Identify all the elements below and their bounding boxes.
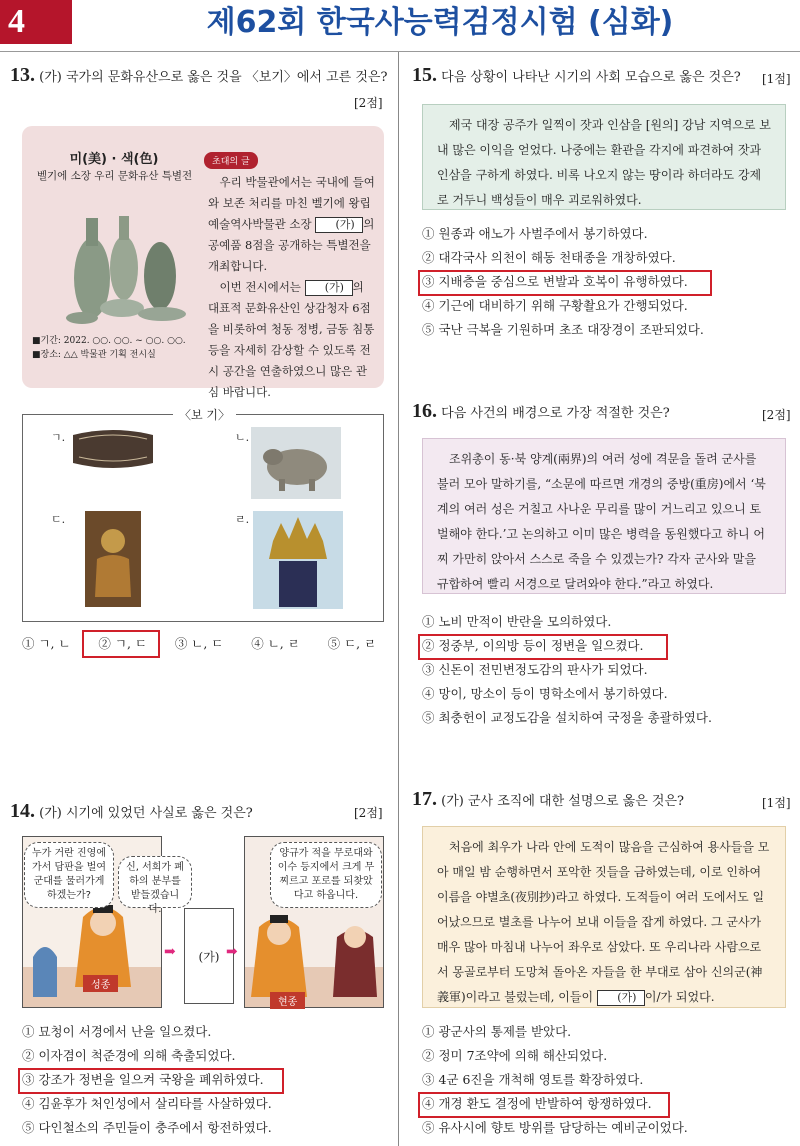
- q15-option-5[interactable]: ⑤ 국난 극복을 기원하며 초조 대장경이 조판되었다.: [422, 322, 704, 337]
- stone-animal-image: [251, 427, 341, 499]
- exhibition-subtitle: 벨기에 소장 우리 문화유산 특별전: [36, 170, 193, 182]
- q15-option-2[interactable]: ② 대각국사 의천이 해동 천태종을 개창하였다.: [422, 250, 676, 265]
- q13-option-5[interactable]: ⑤ ㄷ, ㄹ: [327, 636, 377, 651]
- header-divider: [0, 51, 800, 52]
- q16-options: [422, 610, 712, 730]
- bogi-label: 〈보 기〉: [173, 406, 236, 423]
- exhibition-period: ■기간: 2022. ○○. ○○. ~ ○○. ○○.: [32, 336, 186, 346]
- answer-highlight: [418, 270, 712, 296]
- q17-passage-a: 처음에 최우가 나라 안에 도적이 많음을 근심하여 용사들을 모아 매일 밤 순행하면서 포악한 짓들을 금하였는데, 이로 인하여 이름을 야별초(夜別抄)라고 하였다. 도적들이 여러 도에서도 일어났으므로 별초를 나누어 보내 이들을 잡게 하였다. 그 군사가 매우 많아 마침내 나누어 좌우로 삼았다. 또 우리나라 사람으로서 몽골로부터 도망쳐 돌아온 자들을 한 부대로 삼아 신의군(神義軍)이라고 불렀는데, 이들이: [437, 840, 770, 1004]
- q15-passage: [422, 104, 786, 210]
- q17-option-3[interactable]: ③ 4군 6진을 개척해 영토를 확장하였다.: [422, 1072, 644, 1087]
- answer-highlight: [418, 1092, 670, 1118]
- q16-prompt: 다음 사건의 배경으로 가장 적절한 것은?: [441, 406, 670, 421]
- q16-passage-text: 조위총이 동·북 양계(兩界)의 여러 성에 격문을 돌려 군사를 불러 모아 말하기를, “소문에 따르면 개경의 중방(重房)에서 ‘북계의 여러 성은 거칠고 사나운 무리를 많이 거느리고 있으니 토벌해야 한다.’고 논의하고 이미 많은 병력을 동원했다고 하니 어찌 가만히 앉아서 스스로 죽을 수 있겠는가? 각자 군사와 말을 규합하여 빨리 서경으로 달려와야 한다.”라고 하였다.: [437, 452, 766, 591]
- page-number: 4: [0, 0, 72, 44]
- invite-badge: 초대의 글: [204, 152, 258, 169]
- king-name-tag: 성종: [83, 975, 118, 992]
- q15-option-1[interactable]: ① 원종과 애노가 사벌주에서 봉기하였다.: [422, 226, 648, 241]
- q13-points: [2점]: [354, 96, 383, 110]
- q13-number: 13.: [10, 64, 35, 86]
- q14-points: [2점]: [354, 806, 383, 820]
- q14-option-3[interactable]: ③ 강조가 정변을 일으켜 국왕을 폐위하였다.: [22, 1072, 264, 1087]
- q15-prompt: 다음 상황이 나타난 시기의 사회 모습으로 옳은 것은?: [441, 70, 741, 85]
- ga-label: (가): [198, 949, 220, 964]
- speech-bubble: 양규가 적을 무로대와 이수 등지에서 크게 무찌르고 포로를 되찾았다고 하옵니다.: [270, 842, 382, 908]
- q17-number: 17.: [412, 788, 437, 810]
- speech-bubble: 신, 서희가 폐하의 분부를 받들겠습니다.: [118, 856, 192, 908]
- q17-passage-b: 이/가 되었다.: [644, 990, 715, 1004]
- q13-header: [10, 66, 387, 87]
- ga-box: (가): [315, 217, 363, 233]
- q17-option-5[interactable]: ⑤ 유사시에 향토 방위를 담당하는 예비군이었다.: [422, 1120, 688, 1135]
- q16-passage: [422, 438, 786, 594]
- q14-option-4[interactable]: ④ 김윤후가 처인성에서 살리타를 사살하였다.: [22, 1096, 272, 1111]
- gold-crown-image: [253, 511, 343, 609]
- q15-passage-text: 제국 대장 공주가 일찍이 잣과 인삼을 [원의] 강남 지역으로 보내 많은 이익을 얻었다. 나중에는 환관을 각지에 파견하여 잣과 인삼을 구하게 하였다. 비록 나오지 않는 땅이라 하더라도 강제로 거두니 백성들이 매우 괴로워하였다.: [437, 118, 771, 207]
- card-para1-a: 우리 박물관에서는 국내에 들여와 보존 처리를 마친 벨기에 왕립예술역사박물관 소장: [208, 175, 375, 231]
- answer-highlight: [18, 1068, 284, 1094]
- q14-header: [10, 802, 253, 823]
- card-para1-b: 의 공예품 8점을 공개하는 특별전을 개최합니다.: [208, 217, 375, 273]
- q17-option-2[interactable]: ② 정미 7조약에 의해 해산되었다.: [422, 1048, 608, 1063]
- q17-option-1[interactable]: ① 광군사의 통제를 받았다.: [422, 1024, 572, 1039]
- q16-option-5[interactable]: ⑤ 최충헌이 교정도감을 설치하여 국정을 총괄하였다.: [422, 710, 712, 725]
- buddhist-painting-image: [85, 511, 141, 607]
- q17-passage: [422, 826, 786, 1008]
- lacquer-box-image: [69, 427, 157, 471]
- king-scene-image: [245, 897, 384, 1008]
- q13-option-2[interactable]: ② ㄱ, ㄷ: [98, 636, 147, 651]
- exam-title: 제62회 한국사능력검정시험 (심화): [206, 5, 674, 40]
- q13-option-4[interactable]: ④ ㄴ, ㄹ: [251, 636, 300, 651]
- q15-points: [1점]: [762, 72, 791, 86]
- q14-option-1[interactable]: ① 묘청이 서경에서 난을 일으켰다.: [22, 1024, 212, 1039]
- q16-option-1[interactable]: ① 노비 만적이 반란을 모의하였다.: [422, 614, 612, 629]
- q17-points: [1점]: [762, 796, 791, 810]
- king-name-tag: 현종: [270, 992, 305, 1009]
- q13-option-1[interactable]: ① ㄱ, ㄴ: [22, 636, 71, 651]
- card-para2-b: 의 대표적 문화유산인 상감청자 6점을 비롯하여 청동 정병, 금동 침통 등을 자세히 감상할 수 있도록 전시 공간을 연출하였으니 많은 관심 바랍니다.: [208, 280, 375, 399]
- q15-header: [412, 66, 741, 87]
- exhibition-title: 미(美) · 색(色): [69, 152, 159, 167]
- bogi-item-label: ㄴ.: [235, 431, 250, 444]
- exhibition-venue: ■장소: △△ 박물관 기획 전시실: [32, 350, 156, 360]
- celadon-ware-image: [62, 188, 192, 328]
- exhibition-info: [32, 334, 186, 362]
- q16-number: 16.: [412, 400, 437, 422]
- q17-option-4[interactable]: ④ 개경 환도 결정에 반발하여 항쟁하였다.: [422, 1096, 652, 1111]
- q13-prompt: (가) 국가의 문화유산으로 옳은 것을 〈보기〉에서 고른 것은?: [39, 70, 388, 85]
- exhibition-text: [208, 172, 378, 403]
- ga-box: (가): [597, 990, 645, 1006]
- bogi-item-label: ㄷ.: [51, 513, 66, 526]
- q16-points: [2점]: [762, 408, 791, 422]
- q14-option-2[interactable]: ② 이자겸이 척준경에 의해 축출되었다.: [22, 1048, 236, 1063]
- arrow-right-icon: ➡: [226, 944, 238, 960]
- answer-highlight: [418, 634, 668, 660]
- q13-option-3[interactable]: ③ ㄴ, ㄷ: [174, 636, 224, 651]
- q15-number: 15.: [412, 64, 437, 86]
- q14-prompt: (가) 시기에 있었던 사실로 옳은 것은?: [39, 806, 253, 821]
- q14-option-5[interactable]: ⑤ 다인철소의 주민들이 충주에서 항전하였다.: [22, 1120, 272, 1135]
- q16-option-2[interactable]: ② 정중부, 이의방 등이 정변을 일으켰다.: [422, 638, 644, 653]
- column-divider: [398, 52, 399, 1146]
- q17-prompt: (가) 군사 조직에 대한 설명으로 옳은 것은?: [441, 794, 684, 809]
- q16-header: [412, 402, 670, 423]
- q16-option-3[interactable]: ③ 신돈이 전민변정도감의 판사가 되었다.: [422, 662, 648, 677]
- exhibition-card: [22, 126, 384, 399]
- speech-bubble: 누가 거란 진영에 가서 담판을 벌여 군대를 물러가게 하겠는가?: [24, 842, 114, 908]
- card-para2-a: 이번 전시에서는: [219, 280, 301, 294]
- ga-box: (가): [305, 280, 353, 296]
- q17-header: [412, 790, 684, 811]
- q13-options: [22, 632, 376, 656]
- bogi-item-label: ㄹ.: [235, 513, 250, 526]
- answer-highlight: [82, 630, 160, 658]
- q14-number: 14.: [10, 800, 35, 822]
- bogi-box: [22, 408, 384, 622]
- bogi-item-label: ㄱ.: [51, 431, 66, 444]
- arrow-right-icon: ➡: [164, 944, 176, 960]
- q17-options: [422, 1020, 688, 1140]
- q15-option-3[interactable]: ③ 지배층을 중심으로 변발과 호복이 유행하였다.: [422, 274, 688, 289]
- q15-option-4[interactable]: ④ 기근에 대비하기 위해 구황촬요가 간행되었다.: [422, 298, 688, 313]
- q16-option-4[interactable]: ④ 망이, 망소이 등이 명학소에서 봉기하였다.: [422, 686, 668, 701]
